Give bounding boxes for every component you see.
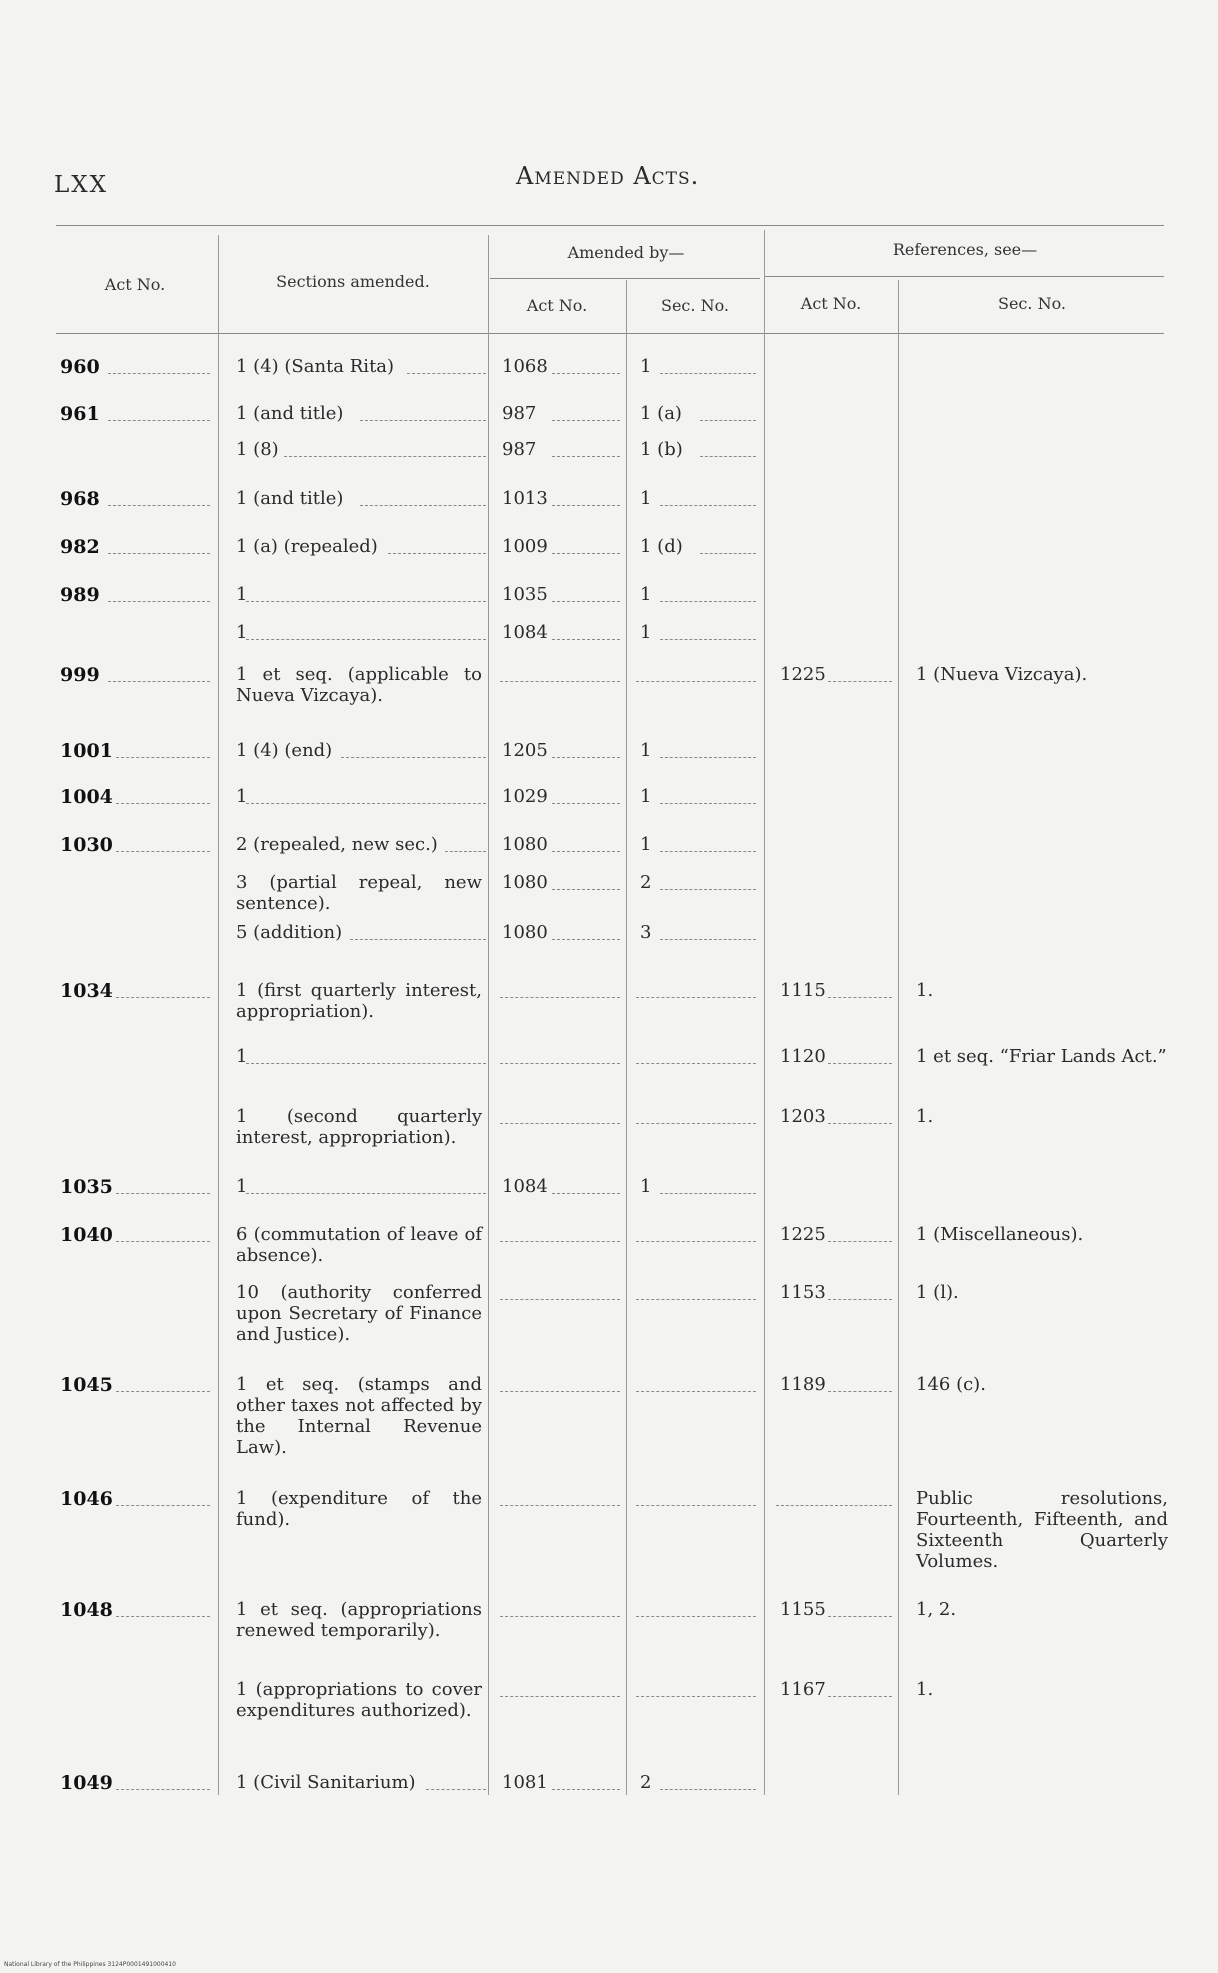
section-amended: 1 bbox=[236, 622, 248, 643]
amended-sec-no: 1 bbox=[640, 584, 652, 605]
section-amended: 1 (Civil Sanitarium) bbox=[236, 1772, 416, 1793]
leader-dots bbox=[500, 1616, 620, 1617]
leader-dots bbox=[108, 373, 210, 374]
leader-dots bbox=[500, 1299, 620, 1300]
act-number: 1030 bbox=[60, 834, 113, 856]
section-amended: 1 (4) (end) bbox=[236, 740, 333, 761]
leader-dots bbox=[636, 1696, 756, 1697]
leader-dots bbox=[828, 1696, 892, 1697]
ref-sec-no: 1. bbox=[916, 1679, 934, 1700]
page-number: LXX bbox=[54, 172, 109, 198]
leader-dots bbox=[552, 456, 620, 457]
subheader-rule-amended bbox=[490, 278, 760, 279]
leader-dots bbox=[552, 1789, 620, 1790]
header-amended-by: Amended by— bbox=[567, 243, 685, 262]
leader-dots bbox=[246, 1193, 487, 1194]
leader-dots bbox=[552, 601, 620, 602]
leader-dots bbox=[828, 1616, 892, 1617]
header-amended-act-no: Act No. bbox=[526, 296, 588, 315]
leader-dots bbox=[660, 639, 756, 640]
leader-dots bbox=[426, 1789, 486, 1790]
section-amended: 1 (4) (Santa Rita) bbox=[236, 356, 395, 377]
ref-act-no: 1155 bbox=[780, 1599, 826, 1620]
leader-dots bbox=[700, 456, 756, 457]
leader-dots bbox=[284, 456, 487, 457]
leader-dots bbox=[660, 1789, 756, 1790]
header-references: References, see— bbox=[892, 240, 1038, 259]
section-amended: 1 (first quarterly interest, appropriation). bbox=[236, 980, 482, 1022]
leader-dots bbox=[116, 1241, 210, 1242]
leader-dots bbox=[700, 553, 756, 554]
header-sections-amended: Sections amended. bbox=[276, 272, 430, 291]
act-number: 1048 bbox=[60, 1599, 113, 1621]
act-number: 1040 bbox=[60, 1224, 113, 1246]
ref-sec-no: 1 (Miscellaneous). bbox=[916, 1224, 1084, 1245]
leader-dots bbox=[660, 803, 756, 804]
section-amended: 1 (a) (repealed) bbox=[236, 536, 378, 557]
act-number: 1045 bbox=[60, 1374, 113, 1396]
leader-dots bbox=[552, 420, 620, 421]
section-amended: 1 bbox=[236, 1176, 248, 1197]
section-amended: 3 (partial repeal, new sentence). bbox=[236, 872, 482, 914]
page-title: Amended Acts. bbox=[516, 162, 700, 190]
section-amended: 2 (repealed, new sec.) bbox=[236, 834, 438, 855]
col-divider-4 bbox=[764, 230, 765, 1795]
subheader-rule-references bbox=[764, 276, 1164, 277]
amended-sec-no: 1 bbox=[640, 488, 652, 509]
ref-act-no: 1115 bbox=[780, 980, 826, 1001]
col-divider-1 bbox=[218, 235, 219, 1795]
amended-sec-no: 1 bbox=[640, 356, 652, 377]
ref-act-no: 1225 bbox=[780, 1224, 826, 1245]
leader-dots bbox=[552, 1193, 620, 1194]
leader-dots bbox=[552, 553, 620, 554]
leader-dots bbox=[341, 757, 487, 758]
amended-sec-no: 1 (b) bbox=[640, 439, 683, 460]
ref-sec-no: 146 (c). bbox=[916, 1374, 986, 1395]
leader-dots bbox=[108, 601, 210, 602]
section-amended: 1 (and title) bbox=[236, 488, 344, 509]
header-amended-sec-no: Sec. No. bbox=[661, 296, 729, 315]
leader-dots bbox=[116, 1616, 210, 1617]
amended-sec-no: 1 bbox=[640, 1176, 652, 1197]
leader-dots bbox=[636, 1391, 756, 1392]
section-amended: 1 (second quarterly interest, appropriation). bbox=[236, 1106, 482, 1148]
leader-dots bbox=[636, 1123, 756, 1124]
amended-act-no: 1029 bbox=[502, 786, 548, 807]
leader-dots bbox=[116, 997, 210, 998]
leader-dots bbox=[552, 505, 620, 506]
leader-dots bbox=[246, 601, 487, 602]
table-top-rule bbox=[56, 225, 1164, 226]
act-number: 1035 bbox=[60, 1176, 113, 1198]
leader-dots bbox=[828, 1063, 892, 1064]
ref-sec-no: Public resolutions, Fourteenth, Fifteenth, and Sixteenth Quarterly Volumes. bbox=[916, 1488, 1168, 1572]
leader-dots bbox=[360, 505, 487, 506]
amended-act-no: 987 bbox=[502, 439, 537, 460]
act-number: 989 bbox=[60, 584, 100, 606]
act-number: 1001 bbox=[60, 740, 113, 762]
leader-dots bbox=[116, 757, 210, 758]
amended-act-no: 1035 bbox=[502, 584, 548, 605]
section-amended: 1 et seq. (appropriations renewed temporarily). bbox=[236, 1599, 482, 1641]
act-number: 1049 bbox=[60, 1772, 113, 1794]
leader-dots bbox=[828, 997, 892, 998]
section-amended: 1 (8) bbox=[236, 439, 279, 460]
leader-dots bbox=[636, 997, 756, 998]
leader-dots bbox=[407, 373, 486, 374]
leader-dots bbox=[116, 1505, 210, 1506]
leader-dots bbox=[828, 1123, 892, 1124]
amended-act-no: 1081 bbox=[502, 1772, 548, 1793]
leader-dots bbox=[776, 1505, 892, 1506]
col-divider-2 bbox=[488, 235, 489, 1795]
leader-dots bbox=[552, 889, 620, 890]
leader-dots bbox=[500, 1391, 620, 1392]
leader-dots bbox=[828, 1241, 892, 1242]
leader-dots bbox=[350, 939, 486, 940]
amended-act-no: 1205 bbox=[502, 740, 548, 761]
amended-act-no: 987 bbox=[502, 403, 537, 424]
leader-dots bbox=[116, 1391, 210, 1392]
leader-dots bbox=[636, 681, 756, 682]
leader-dots bbox=[360, 420, 487, 421]
leader-dots bbox=[500, 1063, 620, 1064]
leader-dots bbox=[552, 639, 620, 640]
section-amended: 5 (addition) bbox=[236, 922, 343, 943]
leader-dots bbox=[660, 505, 756, 506]
ref-act-no: 1120 bbox=[780, 1046, 826, 1067]
leader-dots bbox=[108, 505, 210, 506]
ref-sec-no: 1 (Nueva Vizcaya). bbox=[916, 664, 1088, 685]
leader-dots bbox=[636, 1241, 756, 1242]
act-number: 1046 bbox=[60, 1488, 113, 1510]
leader-dots bbox=[552, 803, 620, 804]
ref-act-no: 1167 bbox=[780, 1679, 826, 1700]
col-divider-3 bbox=[626, 280, 627, 1795]
amended-act-no: 1080 bbox=[502, 872, 548, 893]
header-ref-act-no: Act No. bbox=[800, 294, 862, 313]
leader-dots bbox=[500, 681, 620, 682]
section-amended: 1 bbox=[236, 584, 248, 605]
footer-credit: National Library of the Philippines 3124P0001491000410 bbox=[4, 1961, 176, 1968]
ref-act-no: 1153 bbox=[780, 1282, 826, 1303]
leader-dots bbox=[116, 851, 210, 852]
amended-act-no: 1084 bbox=[502, 1176, 548, 1197]
section-amended: 1 (and title) bbox=[236, 403, 344, 424]
leader-dots bbox=[246, 803, 487, 804]
leader-dots bbox=[246, 639, 487, 640]
act-number: 999 bbox=[60, 664, 100, 686]
leader-dots bbox=[552, 373, 620, 374]
leader-dots bbox=[660, 373, 756, 374]
leader-dots bbox=[636, 1063, 756, 1064]
leader-dots bbox=[500, 1505, 620, 1506]
amended-act-no: 1080 bbox=[502, 834, 548, 855]
leader-dots bbox=[116, 1789, 210, 1790]
act-number: 982 bbox=[60, 536, 100, 558]
act-number: 968 bbox=[60, 488, 100, 510]
amended-sec-no: 1 (a) bbox=[640, 403, 682, 424]
leader-dots bbox=[500, 1696, 620, 1697]
ref-act-no: 1203 bbox=[780, 1106, 826, 1127]
amended-sec-no: 2 bbox=[640, 1772, 652, 1793]
leader-dots bbox=[828, 1299, 892, 1300]
ref-act-no: 1189 bbox=[780, 1374, 826, 1395]
amended-sec-no: 2 bbox=[640, 872, 652, 893]
leader-dots bbox=[636, 1299, 756, 1300]
leader-dots bbox=[500, 1241, 620, 1242]
section-amended: 1 (appropriations to cover expenditures authorized). bbox=[236, 1679, 482, 1721]
amended-act-no: 1013 bbox=[502, 488, 548, 509]
ref-sec-no: 1. bbox=[916, 980, 934, 1001]
act-number: 1034 bbox=[60, 980, 113, 1002]
amended-act-no: 1080 bbox=[502, 922, 548, 943]
leader-dots bbox=[108, 553, 210, 554]
amended-act-no: 1084 bbox=[502, 622, 548, 643]
leader-dots bbox=[116, 1193, 210, 1194]
header-act-no: Act No. bbox=[104, 275, 166, 294]
act-number: 1004 bbox=[60, 786, 113, 808]
leader-dots bbox=[660, 1193, 756, 1194]
leader-dots bbox=[108, 420, 210, 421]
leader-dots bbox=[246, 1063, 487, 1064]
leader-dots bbox=[500, 1123, 620, 1124]
leader-dots bbox=[116, 803, 210, 804]
leader-dots bbox=[388, 553, 486, 554]
leader-dots bbox=[660, 889, 756, 890]
leader-dots bbox=[552, 939, 620, 940]
amended-sec-no: 1 (d) bbox=[640, 536, 683, 557]
leader-dots bbox=[700, 420, 756, 421]
ref-act-no: 1225 bbox=[780, 664, 826, 685]
section-amended: 6 (commutation of leave of absence). bbox=[236, 1224, 482, 1266]
leader-dots bbox=[108, 681, 210, 682]
amended-sec-no: 3 bbox=[640, 922, 652, 943]
leader-dots bbox=[552, 757, 620, 758]
section-amended: 1 bbox=[236, 1046, 248, 1067]
ref-sec-no: 1, 2. bbox=[916, 1599, 957, 1620]
ref-sec-no: 1 (l). bbox=[916, 1282, 959, 1303]
ref-sec-no: 1. bbox=[916, 1106, 934, 1127]
leader-dots bbox=[660, 757, 756, 758]
amended-act-no: 1068 bbox=[502, 356, 548, 377]
leader-dots bbox=[660, 939, 756, 940]
amended-sec-no: 1 bbox=[640, 622, 652, 643]
act-number: 961 bbox=[60, 403, 100, 425]
amended-sec-no: 1 bbox=[640, 834, 652, 855]
section-amended: 10 (authority conferred upon Secretary of Finance and Justice). bbox=[236, 1282, 482, 1345]
leader-dots bbox=[660, 851, 756, 852]
leader-dots bbox=[445, 851, 486, 852]
act-number: 960 bbox=[60, 356, 100, 378]
leader-dots bbox=[660, 601, 756, 602]
amended-sec-no: 1 bbox=[640, 786, 652, 807]
leader-dots bbox=[828, 1391, 892, 1392]
leader-dots bbox=[500, 997, 620, 998]
section-amended: 1 (expenditure of the fund). bbox=[236, 1488, 482, 1530]
leader-dots bbox=[636, 1616, 756, 1617]
leader-dots bbox=[636, 1505, 756, 1506]
amended-sec-no: 1 bbox=[640, 740, 652, 761]
header-ref-sec-no: Sec. No. bbox=[998, 294, 1066, 313]
ref-sec-no: 1 et seq. “Friar Lands Act.” bbox=[916, 1046, 1167, 1067]
col-divider-5 bbox=[898, 280, 899, 1795]
section-amended: 1 et seq. (stamps and other taxes not affected by the Internal Revenue Law). bbox=[236, 1374, 482, 1458]
leader-dots bbox=[828, 681, 892, 682]
section-amended: 1 et seq. (applicable to Nueva Vizcaya). bbox=[236, 664, 482, 706]
amended-act-no: 1009 bbox=[502, 536, 548, 557]
leader-dots bbox=[552, 851, 620, 852]
header-bottom-rule bbox=[56, 333, 1164, 334]
section-amended: 1 bbox=[236, 786, 248, 807]
